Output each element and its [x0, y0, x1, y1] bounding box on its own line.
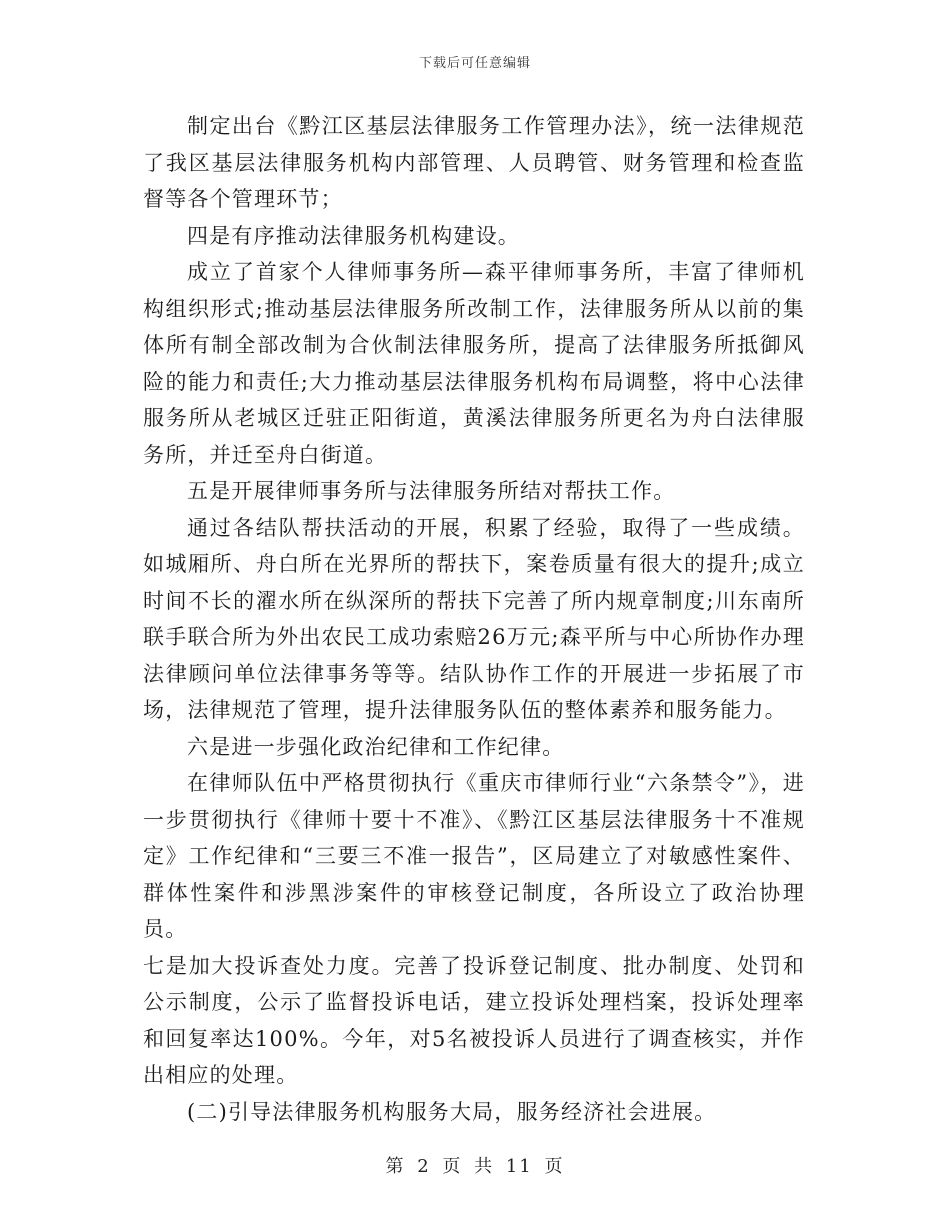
paragraph-section-two-heading: (二)引导法律服务机构服务大局，服务经济社会进展。	[187, 1099, 717, 1124]
paragraph-heading-four: 四是有序推动法律服务机构建设。	[187, 223, 520, 248]
paragraph-management-measures: 制定出台《黔江区基层法律服务工作管理办法》，统一法律规范了我区基层法律服务机构内部管理、人员聘管、财务管理和检查监督等各个管理环节；	[143, 114, 805, 211]
paragraph-heading-five: 五是开展律师事务所与法律服务所结对帮扶工作。	[187, 479, 676, 503]
paragraph-discipline: 在律师队伍中严格贯彻执行《重庆市律师行业“六条禁令”》，进一步贯彻执行《律师十要十不准》、《黔江区基层法律服务十不准规定》工作纪律和“三要三不准一报告”，区局建立了对敏感性案件、群体性案件和涉黑涉案件的审核登记制度，各所设立了政治协理员。	[143, 771, 805, 941]
document-body	[143, 108, 805, 1130]
page-header: 下载后可任意编辑	[418, 56, 531, 71]
paragraph-heading-six: 六是进一步强化政治纪律和工作纪律。	[187, 734, 565, 759]
paragraph-institution-building: 成立了首家个人律师事务所—森平律师事务所，丰富了律师机构组织形式;推动基层法律服务所改制工作，法律服务所从以前的集体所有制全部改制为合伙制法律服务所，提高了法律服务所抵御风险的能力和责任;大力推动基层法律服务机构布局调整，将中心法律服务所从老城区迁驻正阳街道，黄溪法律服务所更名为舟白法律服务所，并迁至舟白街道。	[143, 260, 805, 467]
page-number: 第 2 页 共 11 页	[385, 1156, 565, 1177]
paragraph-paired-assistance: 通过各结队帮扶活动的开展，积累了经验，取得了一些成绩。如城厢所、舟白所在光界所的帮扶下，案卷质量有很大的提升;成立时间不长的濯水所在纵深所的帮扶下完善了所内规章制度;川东南所联手联合所为外出农民工成功索赔26万元;森平所与中心所协作办理法律顾问单位法律事务等等。结队协作工作的开展进一步拓展了市场，法律规范了管理，提升法律服务队伍的整体素养和服务能力。	[143, 515, 805, 722]
paragraph-complaints: 七是加大投诉查处力度。完善了投诉登记制度、批办制度、处罚和公示制度，公示了监督投诉电话，建立投诉处理档案，投诉处理率和回复率达100%。今年，对5名被投诉人员进行了调查核实，并作出相应的处理。	[143, 953, 805, 1087]
